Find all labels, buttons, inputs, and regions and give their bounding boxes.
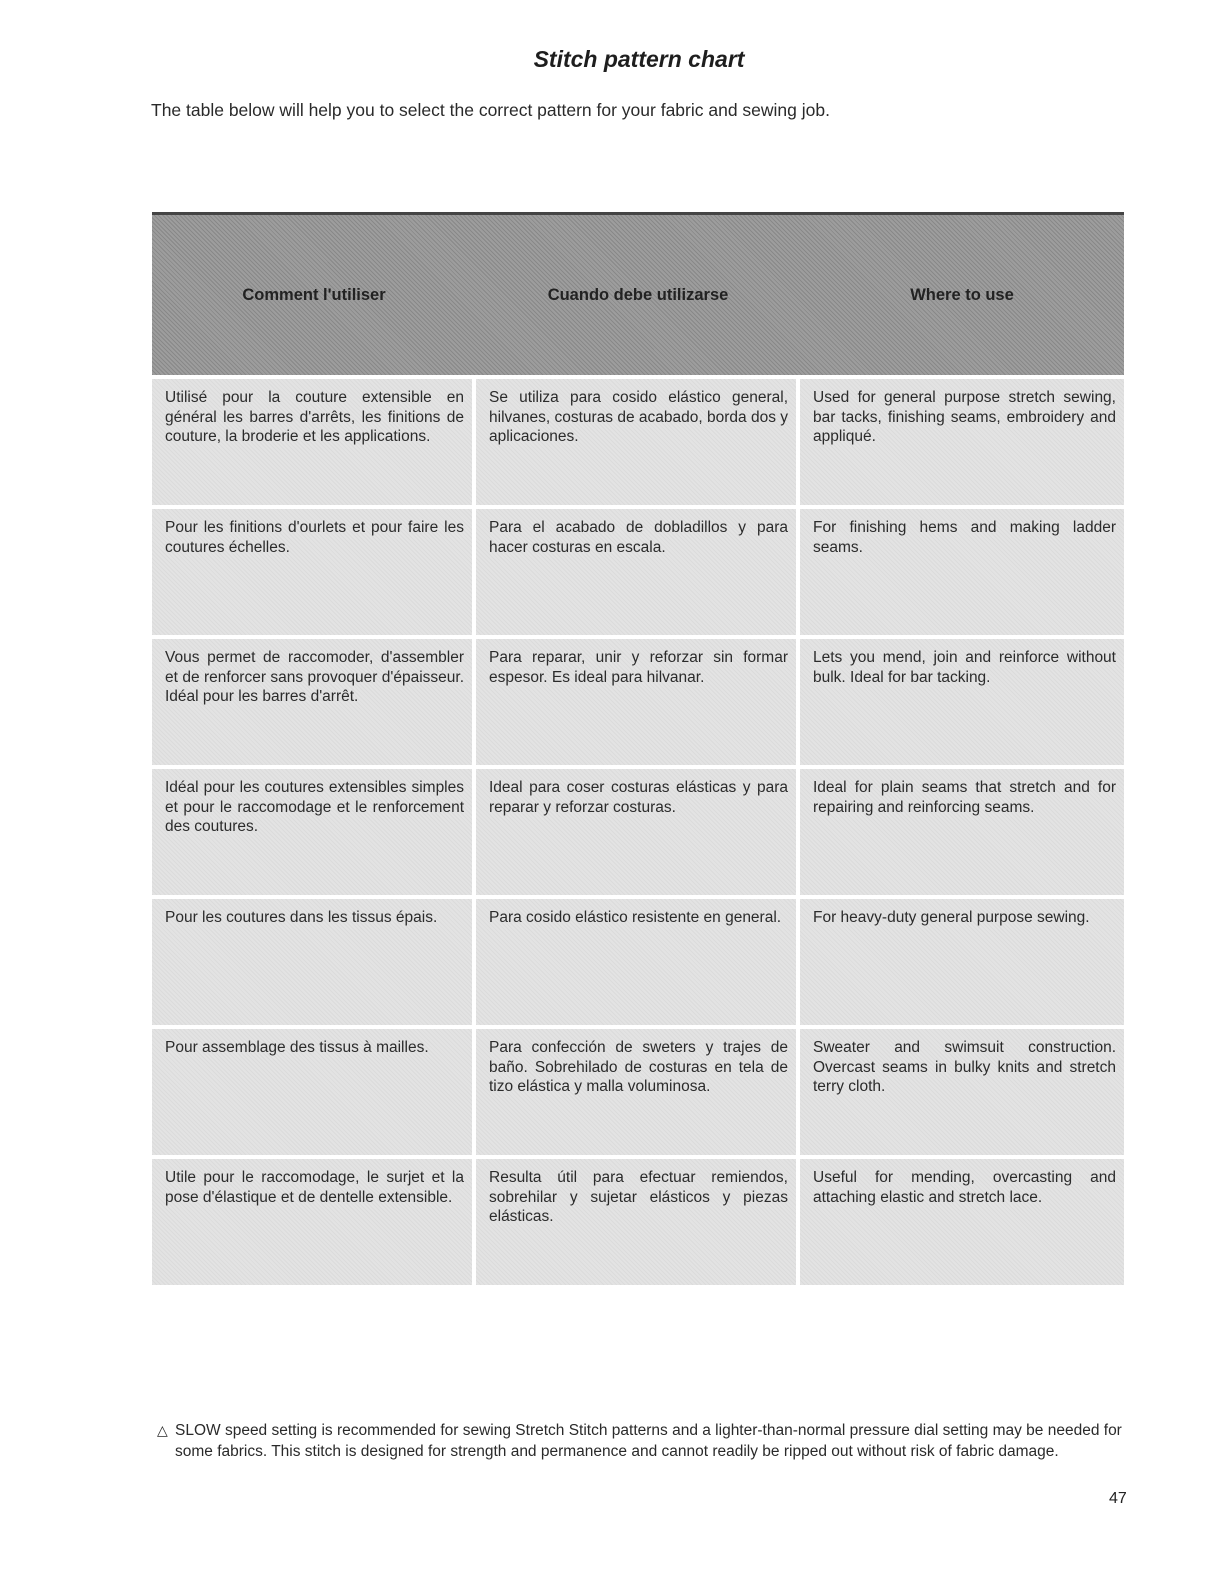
- header-french: Comment l'utiliser: [242, 285, 386, 304]
- cell-spanish: Resulta útil para efectuar remiendos, sobrehilar y sujetar elásticos y piezas elásticas.: [476, 1159, 800, 1285]
- cell-spanish: Para cosido elástico resistente en general.: [476, 899, 800, 1025]
- footnote: [157, 1420, 1137, 1462]
- cell-french: Vous permet de raccomoder, d'assembler et de renforcer sans provoquer d'épaisseur. Idéal pour les barres d'arrêt.: [152, 639, 476, 765]
- cell-english: For finishing hems and making ladder seams.: [800, 509, 1124, 635]
- table-body: [152, 375, 1124, 1285]
- cell-english: Useful for mending, overcasting and attaching elastic and stretch lace.: [800, 1159, 1124, 1285]
- cell-english: Ideal for plain seams that stretch and for repairing and reinforcing seams.: [800, 769, 1124, 895]
- cell-english: Used for general purpose stretch sewing, bar tacks, finishing seams, embroidery and appliqué.: [800, 379, 1124, 505]
- cell-spanish: Ideal para coser costuras elásticas y para reparar y reforzar costuras.: [476, 769, 800, 895]
- cell-french: Pour les finitions d'ourlets et pour faire les coutures échelles.: [152, 509, 476, 635]
- footnote-text: SLOW speed setting is recommended for sewing Stretch Stitch patterns and a lighter-than-normal pressure dial setting may be needed for some fabrics. This stitch is designed for strength and permanence and cannot readily be ripped out without risk of fabric damage.: [175, 1422, 1122, 1460]
- table-header-row: [152, 212, 1124, 375]
- intro-text: The table below will help you to select the correct pattern for your fabric and sewing job.: [151, 100, 830, 120]
- header-english: Where to use: [910, 285, 1014, 304]
- cell-french: Utilisé pour la couture extensible en général les barres d'arrêts, les finitions de couture, la broderie et les applications.: [152, 379, 476, 505]
- page-title: Stitch pattern chart: [533, 46, 745, 72]
- cell-french: Utile pour le raccomodage, le surjet et la pose d'élastique et de dentelle extensible.: [152, 1159, 476, 1285]
- cell-french: Pour assemblage des tissus à mailles.: [152, 1029, 476, 1155]
- stitch-pattern-table: [152, 212, 1124, 1285]
- cell-french: Pour les coutures dans les tissus épais.: [152, 899, 476, 1025]
- triangle-icon: △: [157, 1422, 168, 1438]
- cell-spanish: Para el acabado de dobladillos y para hacer costuras en escala.: [476, 509, 800, 635]
- cell-english: Sweater and swimsuit construction. Overcast seams in bulky knits and stretch terry cloth.: [800, 1029, 1124, 1155]
- cell-spanish: Para confección de sweters y trajes de baño. Sobrehilado de costuras en tela de tizo elástica y malla voluminosa.: [476, 1029, 800, 1155]
- cell-french: Idéal pour les coutures extensibles simples et pour le raccomodage et le renforcement des coutures.: [152, 769, 476, 895]
- cell-spanish: Se utiliza para cosido elástico general, hilvanes, costuras de acabado, borda dos y aplicaciones.: [476, 379, 800, 505]
- cell-spanish: Para reparar, unir y reforzar sin formar espesor. Es ideal para hilvanar.: [476, 639, 800, 765]
- page-number: 47: [1109, 1490, 1127, 1507]
- header-spanish: Cuando debe utilizarse: [547, 285, 729, 304]
- cell-english: For heavy-duty general purpose sewing.: [800, 899, 1124, 1025]
- cell-english: Lets you mend, join and reinforce without bulk. Ideal for bar tacking.: [800, 639, 1124, 765]
